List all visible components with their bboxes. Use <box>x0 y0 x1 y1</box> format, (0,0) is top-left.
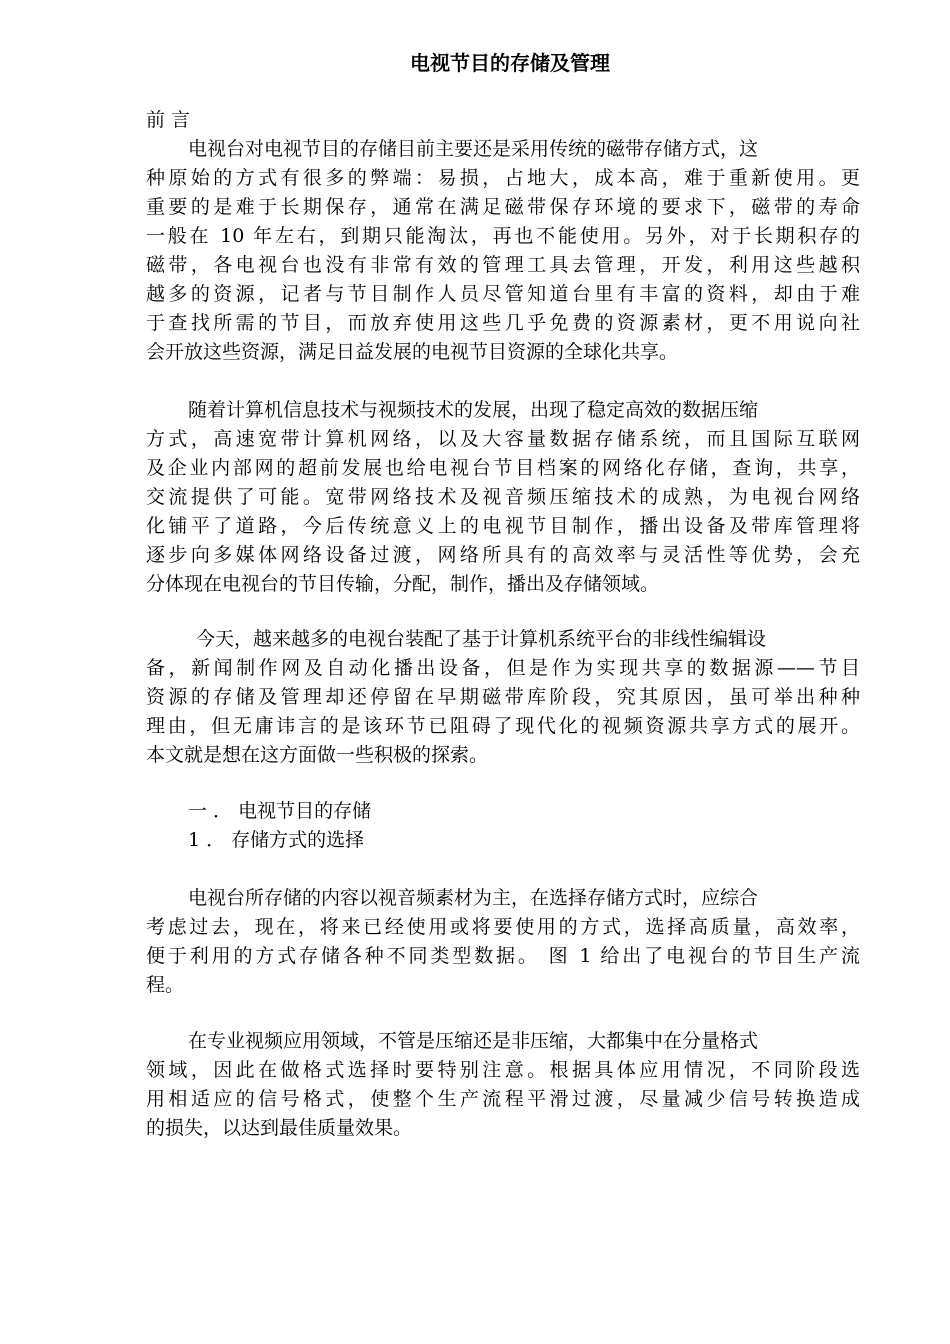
paragraph-2-line: 逐步向多媒体网络设备过渡，网络所具有的高效率与灵活性等优势，会充 <box>146 544 860 566</box>
paragraph-1-line: 越多的资源，记者与节目制作人员尽管知道台里有丰富的资料，却由于难 <box>146 283 860 305</box>
paragraph-4-line: 便于利用的方式存储各种不同类型数据。 图 1 给出了电视台的节目生产流 <box>146 945 860 967</box>
paragraph-2-line: 及企业内部网的超前发展也给电视台节目档案的网络化存储，查询，共享， <box>146 457 860 479</box>
paragraph-5-line: 的损失，以达到最佳质量效果。 <box>146 1117 413 1139</box>
paragraph-2-line: 化铺平了道路，今后传统意义上的电视节目制作，播出设备及带库管理将 <box>146 515 860 537</box>
paragraph-1-line: 于查找所需的节目，而放弃使用这些几乎免费的资源素材，更不用说向社 <box>146 312 860 334</box>
paragraph-4-line: 程。 <box>146 974 185 996</box>
paragraph-1-line: 重要的是难于长期保存，通常在满足磁带保存环境的要求下，磁带的寿命 <box>146 196 860 218</box>
paragraph-3-line: 备，新闻制作网及自动化播出设备，但是作为实现共享的数据源——节目 <box>146 657 860 679</box>
subsection-1-heading: 1 ． 存储方式的选择 <box>188 829 365 851</box>
paragraph-2-line: 交流提供了可能。宽带网络技术及视音频压缩技术的成熟，为电视台网络 <box>146 486 860 508</box>
paragraph-1-line: 磁带，各电视台也没有非常有效的管理工具去管理，开发，利用这些越积 <box>146 254 860 276</box>
paragraph-4-line: 电视台所存储的内容以视音频素材为主，在选择存储方式时，应综合 <box>188 887 759 909</box>
paragraph-3-line: 今天，越来越多的电视台装配了基于计算机系统平台的非线性编辑设 <box>196 628 767 650</box>
section-1-heading: 一 ． 电视节目的存储 <box>188 800 372 822</box>
preface-heading: 前 言 <box>146 109 191 131</box>
paragraph-5-line: 领域，因此在做格式选择时要特别注意。根据具体应用情况，不同阶段选 <box>146 1059 860 1081</box>
paragraph-4-line: 考虑过去，现在，将来已经使用或将要使用的方式，选择高质量，高效率， <box>146 916 860 938</box>
paragraph-3-line: 理由，但无庸讳言的是该环节已阻碍了现代化的视频资源共享方式的展开。 <box>146 715 860 737</box>
paragraph-2-line: 分体现在电视台的节目传输，分配，制作，播出及存储领域。 <box>146 573 660 595</box>
paragraph-5-line: 用相适应的信号格式，使整个生产流程平滑过渡，尽量减少信号转换造成 <box>146 1088 860 1110</box>
paragraph-1-line: 电视台对电视节目的存储目前主要还是采用传统的磁带存储方式，这 <box>188 138 759 160</box>
paragraph-2-line: 方式，高速宽带计算机网络，以及大容量数据存储系统，而且国际互联网 <box>146 428 860 450</box>
paragraph-3-line: 本文就是想在这方面做一些积极的探索。 <box>146 744 489 766</box>
paragraph-5-line: 在专业视频应用领域，不管是压缩还是非压缩，大都集中在分量格式 <box>188 1030 759 1052</box>
paragraph-1-line: 种原始的方式有很多的弊端：易损，占地大，成本高，难于重新使用。更 <box>146 167 860 189</box>
paragraph-3-line: 资源的存储及管理却还停留在早期磁带库阶段，究其原因，虽可举出种种 <box>146 686 860 708</box>
paragraph-1-line: 一般在 10 年左右，到期只能淘汰，再也不能使用。另外，对于长期积存的 <box>146 225 860 247</box>
paragraph-2-line: 随着计算机信息技术与视频技术的发展，出现了稳定高效的数据压缩 <box>188 399 759 421</box>
paragraph-1-line: 会开放这些资源，满足日益发展的电视节目资源的全球化共享。 <box>146 341 679 363</box>
document-title: 电视节目的存储及管理 <box>410 51 610 75</box>
